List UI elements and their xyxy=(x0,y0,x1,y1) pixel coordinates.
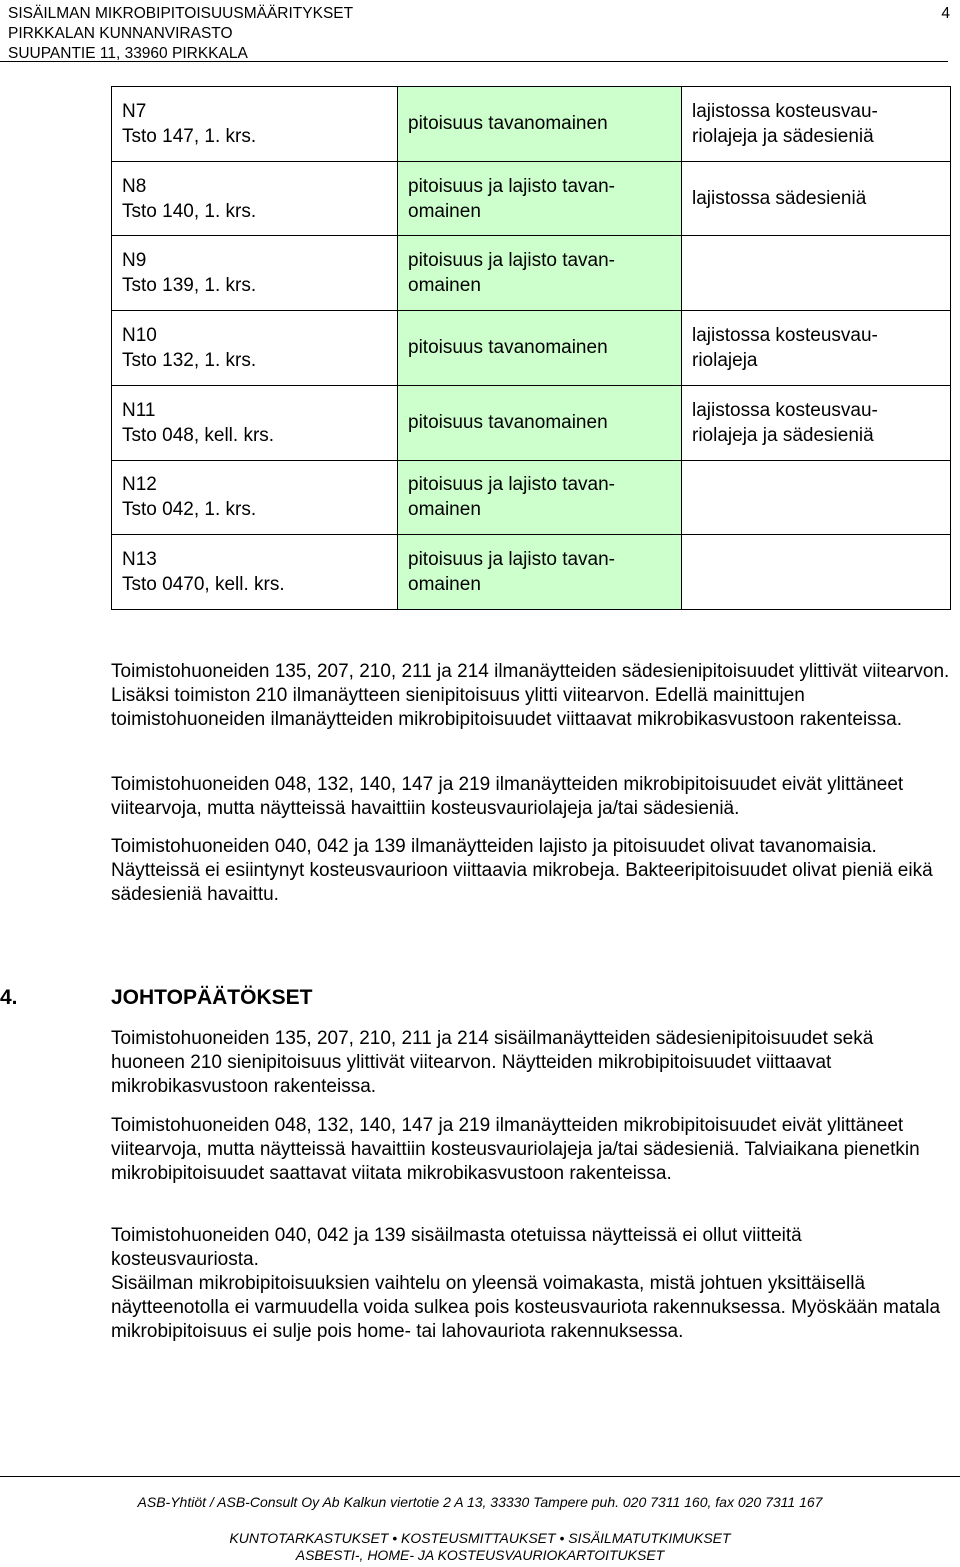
conclusion-paragraph-3: Toimistohuoneiden 040, 042 ja 139 sisäilmasta otetuissa näytteissä ei ollut viitteitä kosteusvauriosta. Sisäilman mikrobipitoisuuksien vaihtelu on yleensä voimakasta, mistä johtuen yksittäisellä näytteenotolla ei varmuudella voida sulkea pois kosteusvauriota rakennuksessa. Myöskään matala mikrobipitoisuus ei sulje pois home- tai lahovauriota rakennuksessa. xyxy=(111,1224,951,1354)
table-row xyxy=(112,236,951,311)
concentration-cell: pitoisuus tavanomainen xyxy=(398,87,682,162)
conclusion-paragraph-2: Toimistohuoneiden 048, 132, 140, 147 ja 219 ilmanäytteiden mikrobipitoisuudet eivät ylittäneet viitearvoja, mutta näytteissä havaittiin kosteusvauriolajeja ja/tai sädesieniä. Talviaikana pienetkin mikrobipitoisuudet saattavat viitata mikrobikasvustoon rakenteissa. xyxy=(111,1115,920,1184)
species-cell: lajistossa kosteusvau-riolajeja ja sädesieniä xyxy=(682,87,951,162)
concentration-cell: pitoisuus tavanomainen xyxy=(398,385,682,460)
results-paragraph-3: Toimistohuoneiden 040, 042 ja 139 ilmanäytteiden lajisto ja pitoisuudet olivat tavanomaisia. Näytteissä ei esiintynyt kosteusvaurioon viittaavia mikrobeja. Bakteeripitoisuudet olivat pieniä eikä sädesieniä havaittu. xyxy=(111,836,933,905)
sample-id: N12 xyxy=(122,474,157,496)
concentration-cell: pitoisuus ja lajisto tavan-omainen xyxy=(398,460,682,535)
sample-cell xyxy=(112,535,398,610)
footer-company: ASB-Yhtiöt / ASB-Consult Oy Ab Kalkun viertotie 2 A 13, 33330 Tampere puh. 020 7311 160, fax 020 7311 167 xyxy=(137,1494,823,1510)
table-row xyxy=(112,87,951,162)
species-cell: lajistossa kosteusvau-riolajeja ja sädesieniä xyxy=(682,385,951,460)
sample-room: Tsto 048, kell. krs. xyxy=(122,424,275,446)
sample-room: Tsto 0470, kell. krs. xyxy=(122,574,285,596)
concentration-cell: pitoisuus ja lajisto tavan-omainen xyxy=(398,236,682,311)
organization-address: SUUPANTIE 11, 33960 PIRKKALA xyxy=(8,45,248,62)
footer-services-line-2: ASBESTI-, HOME- JA KOSTEUSVAURIOKARTOITUKSET xyxy=(295,1547,665,1563)
concentration-cell: pitoisuus ja lajisto tavan-omainen xyxy=(398,535,682,610)
species-cell xyxy=(682,236,951,311)
sample-cell xyxy=(112,311,398,386)
sample-cell xyxy=(112,87,398,162)
species-cell: lajistossa kosteusvau-riolajeja xyxy=(682,311,951,386)
document-title: SISÄILMAN MIKROBIPITOISUUSMÄÄRITYKSET xyxy=(8,5,354,22)
sample-id: N9 xyxy=(122,250,147,272)
footer-services xyxy=(0,1530,960,1564)
section-heading xyxy=(0,986,313,1010)
table-row xyxy=(112,385,951,460)
concentration-cell: pitoisuus ja lajisto tavan-omainen xyxy=(398,161,682,236)
organization-name: PIRKKALAN KUNNANVIRASTO xyxy=(8,25,233,42)
sample-cell xyxy=(112,460,398,535)
species-cell: lajistossa sädesieniä xyxy=(682,161,951,236)
table-row xyxy=(112,460,951,535)
sample-id: N13 xyxy=(122,549,157,571)
section-number: 4. xyxy=(0,986,18,1009)
section-title: JOHTOPÄÄTÖKSET xyxy=(111,986,313,1009)
results-paragraph-2: Toimistohuoneiden 048, 132, 140, 147 ja 219 ilmanäytteiden mikrobipitoisuudet eivät ylittäneet viitearvoja, mutta näytteissä havaittiin kosteusvauriolajeja ja/tai sädesieniä. xyxy=(111,774,904,819)
results-table xyxy=(111,86,951,610)
sample-id: N11 xyxy=(122,399,156,421)
sample-id: N7 xyxy=(122,100,147,122)
footer-services-line-1: KUNTOTARKASTUKSET • KOSTEUSMITTAUKSET • SISÄILMATUTKIMUKSET xyxy=(229,1530,731,1546)
sample-room: Tsto 140, 1. krs. xyxy=(122,200,257,222)
page-number: 4 xyxy=(941,5,950,22)
footer-divider xyxy=(0,1476,960,1477)
conclusion-paragraph-4: Sisäilman mikrobipitoisuuksien vaihtelu on yleensä voimakasta, mistä johtuen yksittäisellä näytteenotolla ei varmuudella voida sulkea pois kosteusvauriota rakennuksessa. Myöskään matala mikrobipitoisuus ei sulje pois home- tai lahovauriota rakennuksessa. xyxy=(111,1273,941,1342)
species-cell xyxy=(682,460,951,535)
sample-cell xyxy=(112,161,398,236)
sample-room: Tsto 139, 1. krs. xyxy=(122,275,257,297)
sample-id: N8 xyxy=(122,175,147,197)
table-row xyxy=(112,161,951,236)
sample-id: N10 xyxy=(122,324,157,346)
sample-room: Tsto 147, 1. krs. xyxy=(122,125,257,147)
sample-room: Tsto 042, 1. krs. xyxy=(122,499,257,521)
species-cell xyxy=(682,535,951,610)
results-paragraph-1: Toimistohuoneiden 135, 207, 210, 211 ja 214 ilmanäytteiden sädesienipitoisuudet ylittivät viitearvon. Lisäksi toimiston 210 ilmanäytteen sienipitoisuus ylitti viitearvon. Edellä mainittujen toimistohuoneiden ilmanäytteiden mikrobipitoisuudet viittaavat mikrobikasvustoon rakenteissa. xyxy=(111,661,950,730)
sample-cell xyxy=(112,236,398,311)
table-row xyxy=(112,535,951,610)
table-row xyxy=(112,311,951,386)
conclusion-paragraph-1: Toimistohuoneiden 135, 207, 210, 211 ja 214 sisäilmanäytteiden sädesienipitoisuudet sekä huoneen 210 sienipitoisuus ylittivät viitearvon. Näytteiden mikrobipitoisuudet viittaavat mikrobikasvustoon rakenteissa. xyxy=(111,1028,874,1097)
page-header xyxy=(8,4,956,64)
sample-cell xyxy=(112,385,398,460)
concentration-cell: pitoisuus tavanomainen xyxy=(398,311,682,386)
sample-room: Tsto 132, 1. krs. xyxy=(122,349,257,371)
header-divider xyxy=(0,61,948,62)
